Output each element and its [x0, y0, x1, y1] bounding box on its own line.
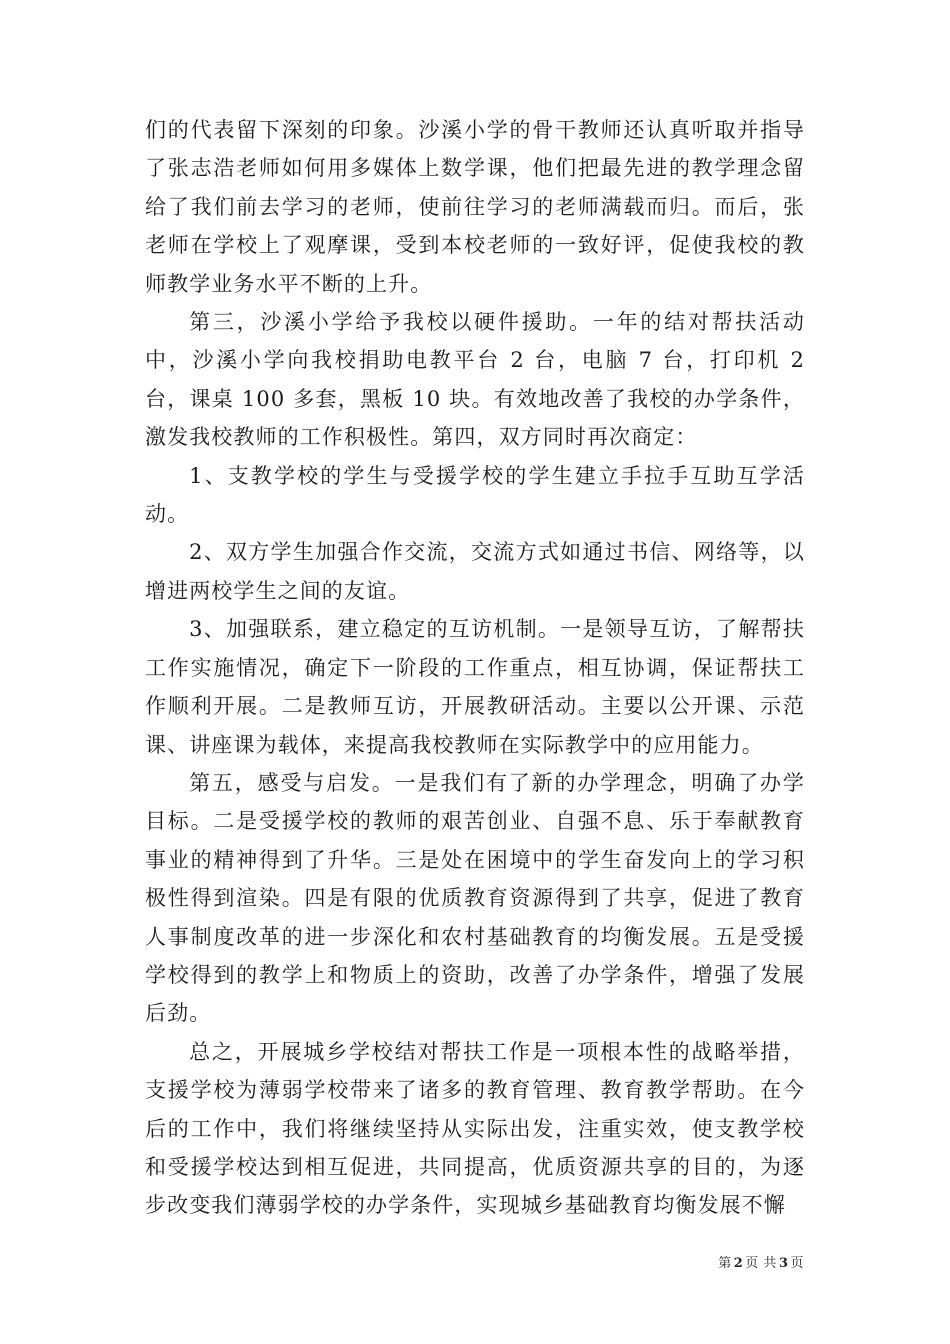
footer-total-pages: 3 [778, 1256, 789, 1271]
document-body [145, 111, 805, 1225]
footer-suffix: 页 [790, 1256, 804, 1271]
footer-current-page: 2 [733, 1256, 744, 1271]
footer-middle: 页 共 [745, 1256, 777, 1271]
paragraph-4: 2、双方学生加强合作交流，交流方式如通过书信、网络等，以增进两校学生之间的友谊。 [145, 540, 805, 603]
page-footer [718, 1252, 804, 1271]
paragraph-1: 们的代表留下深刻的印象。沙溪小学的骨干教师还认真听取并指导了张志浩老师如何用多媒体上数学课，他们把最先进的教学理念留给了我们前去学习的老师，使前往学习的老师满载而归。而后，张老师在学校上了观摩课，受到本校老师的一致好评，促使我校的教师教学业务水平不断的上升。 [145, 118, 805, 296]
footer-prefix: 第 [718, 1256, 732, 1271]
paragraph-3: 1、支教学校的学生与受援学校的学生建立手拉手互助互学活动。 [145, 463, 805, 527]
paragraph-2: 第三，沙溪小学给予我校以硬件援助。一年的结对帮扶活动中，沙溪小学向我校捐助电教平台 2 台，电脑 7 台，打印机 2 台，课桌 100 多套，黑板 10 块。有效地改善了我校的办学条件，激发我校教师的工作积极性。第四，双方同时再次商定： [145, 310, 805, 450]
paragraph-6: 第五，感受与启发。一是我们有了新的办学理念，明确了办学目标。二是受援学校的教师的艰苦创业、自强不息、乐于奉献教育事业的精神得到了升华。三是处在困境中的学生奋发向上的学习积极性得到渲染。四是有限的优质教育资源得到了共享，促进了教育人事制度改革的进一步深化和农村基础教育的均衡发展。五是受援学校得到的教学上和物质上的资助，改善了办学条件，增强了发展后劲。 [145, 770, 805, 1026]
paragraph-7: 总之，开展城乡学校结对帮扶工作是一项根本性的战略举措，支援学校为薄弱学校带来了诸多的教育管理、教育教学帮助。在今后的工作中，我们将继续坚持从实际出发，注重实效，使支教学校和受援学校达到相互促进，共同提高，优质资源共享的目的，为逐步改变我们薄弱学校的办学条件，实现城乡基础教育均衡发展不懈 [145, 1039, 805, 1218]
paragraph-5: 3、加强联系，建立稳定的互访机制。一是领导互访，了解帮扶工作实施情况，确定下一阶段的工作重点，相互协调，保证帮扶工作顺利开展。二是教师互访，开展教研活动。主要以公开课、示范课、讲座课为载体，来提高我校教师在实际教学中的应用能力。 [145, 617, 805, 757]
